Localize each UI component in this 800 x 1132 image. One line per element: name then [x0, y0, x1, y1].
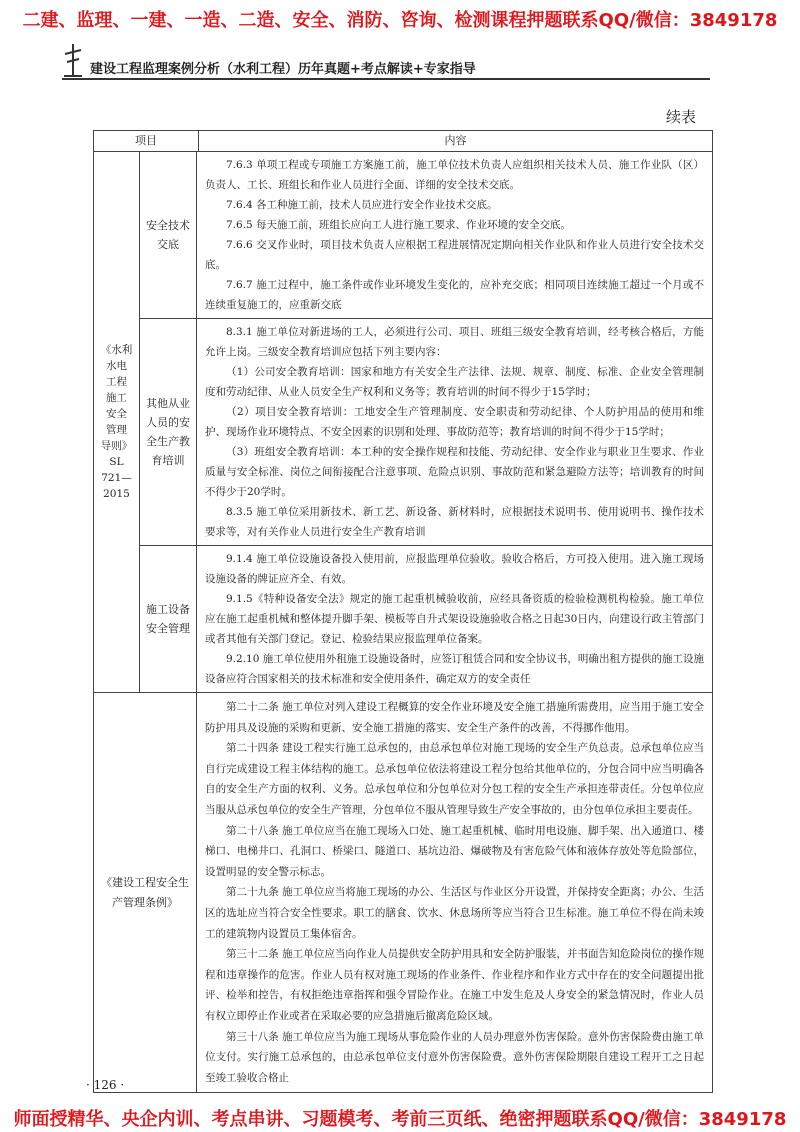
- standard-name-cell: 《水利 水电 工程 施工 安全 管理 导则》 SL 721— 2015: [94, 152, 140, 692]
- section-regulation: [94, 693, 712, 1092]
- book-title: 建设工程监理案例分析（水利工程）历年真题+考点解读+专家指导: [90, 62, 476, 77]
- clause: 8.3.1 施工单位对新进场的工人，必须进行公司、项目、班组三级安全教育培训，经考核合格后，方能允许上岗。三级安全教育培训应包括下列主要内容：: [205, 326, 704, 358]
- header-item: 项目: [94, 131, 199, 151]
- clause: 7.6.4 各工种施工前，技术人员应进行安全作业技术交底。: [226, 199, 498, 211]
- header-content: 内容: [444, 134, 467, 147]
- clause: 第二十二条 施工单位对列入建设工程概算的安全作业环境及安全施工措施所需费用，应当用于施工安全防护用具及设施的采购和更新、安全施工措施的落实、安全生产条件的改善，不得挪作他用。: [205, 701, 704, 734]
- regulation-table: [93, 130, 713, 1093]
- top-promo-banner: 二建、监理、一建、一造、二造、安全、消防、咨询、检测课程押题联系QQ/微信：3849178: [22, 10, 778, 31]
- item-cell: 安全技术交底: [140, 152, 197, 318]
- content-cell: [197, 546, 712, 692]
- clause: 7.6.7 施工过程中，施工条件或作业环境发生变化的，应补充交底；相同项目连续施工超过一个月或不连续重复施工的，应重新交底: [205, 279, 704, 311]
- section-sl721: [94, 152, 712, 693]
- content-cell: [197, 152, 712, 318]
- clause: 9.1.5《特种设备安全法》规定的施工起重机械验收前，应经具备资质的检验检测机构检验。施工单位应在施工起重机械和整体提升脚手架、模板等自升式架设设施验收合格之日起30日内，向建设行政主管部门或者其他有关部门登记。登记、检验结果应报监理单位备案。: [205, 593, 704, 645]
- clause: 7.6.5 每天施工前，班组长应向工人进行施工要求、作业环境的安全交底。: [226, 219, 572, 231]
- clause: 第三十二条 施工单位应当向作业人员提供安全防护用具和安全防护服装，并书面告知危险岗位的操作规程和违章操作的危害。作业人员有权对施工现场的作业条件、作业程序和作业方式中存在的安全问题提出批评、检举和控告，有权拒绝违章指挥和强令冒险作业。在施工中发生危及人身安全的紧急情况时，作业人员有权立即停止作业或者在采取必要的应急措施后撤离危险区域。: [205, 948, 704, 1022]
- section-sl721-rows: [140, 152, 712, 692]
- content-cell: [197, 693, 712, 1092]
- clause: （3）班组安全教育培训：本工种的安全操作规程和技能、劳动纪律、安全作业与职业卫生要求、作业质量与安全标准、岗位之间衔接配合注意事项、危险点识别、事故防范和紧急避险方法等；培训教育的时间不得少于20学时。: [205, 446, 704, 498]
- table-row: [140, 152, 712, 319]
- clause: 第二十四条 建设工程实行施工总承包的，由总承包单位对施工现场的安全生产负总责。总承包单位应当自行完成建设工程主体结构的施工。总承包单位依法将建设工程分包给其他单位的，分包合同中应当明确各自的安全生产方面的权利、义务。总承包单位和分包单位对分包工程的安全生产承担连带责任。分包单位应当服从总承包单位的安全生产管理，分包单位不服从管理导致生产安全事故的，由分包单位承担主要责任。: [205, 742, 704, 816]
- table-header-row: [94, 131, 712, 152]
- clause: （2）项目安全教育培训：工地安全生产管理制度、安全职责和劳动纪律、个人防护用品的使用和维护、现场作业环境特点、不安全因素的识别和处理、事故防范等；教育培训的时间不得少于15学时；: [205, 406, 704, 438]
- bottom-promo-banner: 师面授精华、央企内训、考点串讲、习题模考、考前三页纸、绝密押题联系QQ/微信：3849178: [13, 1109, 787, 1130]
- standard-name-cell: 《建设工程安全生产管理条例》: [94, 693, 197, 1092]
- table-row: [140, 546, 712, 692]
- table-row: [140, 319, 712, 546]
- clause: 第二十九条 施工单位应当将施工现场的办公、生活区与作业区分开设置，并保持安全距离；办公、生活区的选址应当符合安全性要求。职工的膳食、饮水、休息场所等应当符合卫生标准。施工单位不得在尚未竣工的建筑物内设置员工集体宿舍。: [205, 886, 704, 940]
- header-rule: [62, 78, 710, 80]
- tree-logo-icon: [62, 42, 84, 78]
- item-cell: 其他从业人员的安全生产教育培训: [140, 319, 197, 545]
- page-number: · 126 ·: [86, 1078, 125, 1092]
- content-cell: [197, 319, 712, 545]
- clause: （1）公司安全教育培训：国家和地方有关安全生产法律、法规、规章、制度、标准、企业安全管理制度和劳动纪律、从业人员安全生产权利和义务等；教育培训的时间不得少于15学时；: [205, 366, 704, 398]
- clause: 9.2.10 施工单位使用外租施工设施设备时，应签订租赁合同和安全协议书，明确出租方提供的施工设施设备应符合国家相关的技术标准和安全使用条件，确定双方的安全责任: [205, 653, 704, 685]
- continued-label: 续表: [665, 108, 696, 126]
- clause: 8.3.5 施工单位采用新技术、新工艺、新设备、新材料时，应根据技术说明书、使用说明书、操作技术要求等，对有关作业人员进行安全生产教育培训: [205, 506, 704, 538]
- clause: 9.1.4 施工单位设施设备投入使用前，应报监理单位验收。验收合格后，方可投入使用。进入施工现场设施设备的牌证应齐全、有效。: [205, 553, 704, 585]
- clause: 第三十八条 施工单位应当为施工现场从事危险作业的人员办理意外伤害保险。意外伤害保险费由施工单位支付。实行施工总承包的，由总承包单位支付意外伤害保险费。意外伤害保险期限自建设工程开工之日起至竣工验收合格止: [205, 1030, 704, 1084]
- clause: 7.6.3 单项工程或专项施工方案施工前，施工单位技术负责人应组织相关技术人员、施工作业队（区）负责人、工长、班组长和作业人员进行全面、详细的安全技术交底。: [205, 159, 704, 191]
- clause: 第二十八条 施工单位应当在施工现场入口处、施工起重机械、临时用电设施、脚手架、出入通道口、楼梯口、电梯井口、孔洞口、桥梁口、隧道口、基坑边沿、爆破物及有害危险气体和液体存放处等危险部位，设置明显的安全警示标志。: [205, 824, 704, 878]
- item-cell: 施工设备安全管理: [140, 546, 197, 692]
- clause: 7.6.6 交叉作业时，项目技术负责人应根据工程进展情况定期向相关作业队和作业人员进行安全技术交底。: [205, 239, 704, 271]
